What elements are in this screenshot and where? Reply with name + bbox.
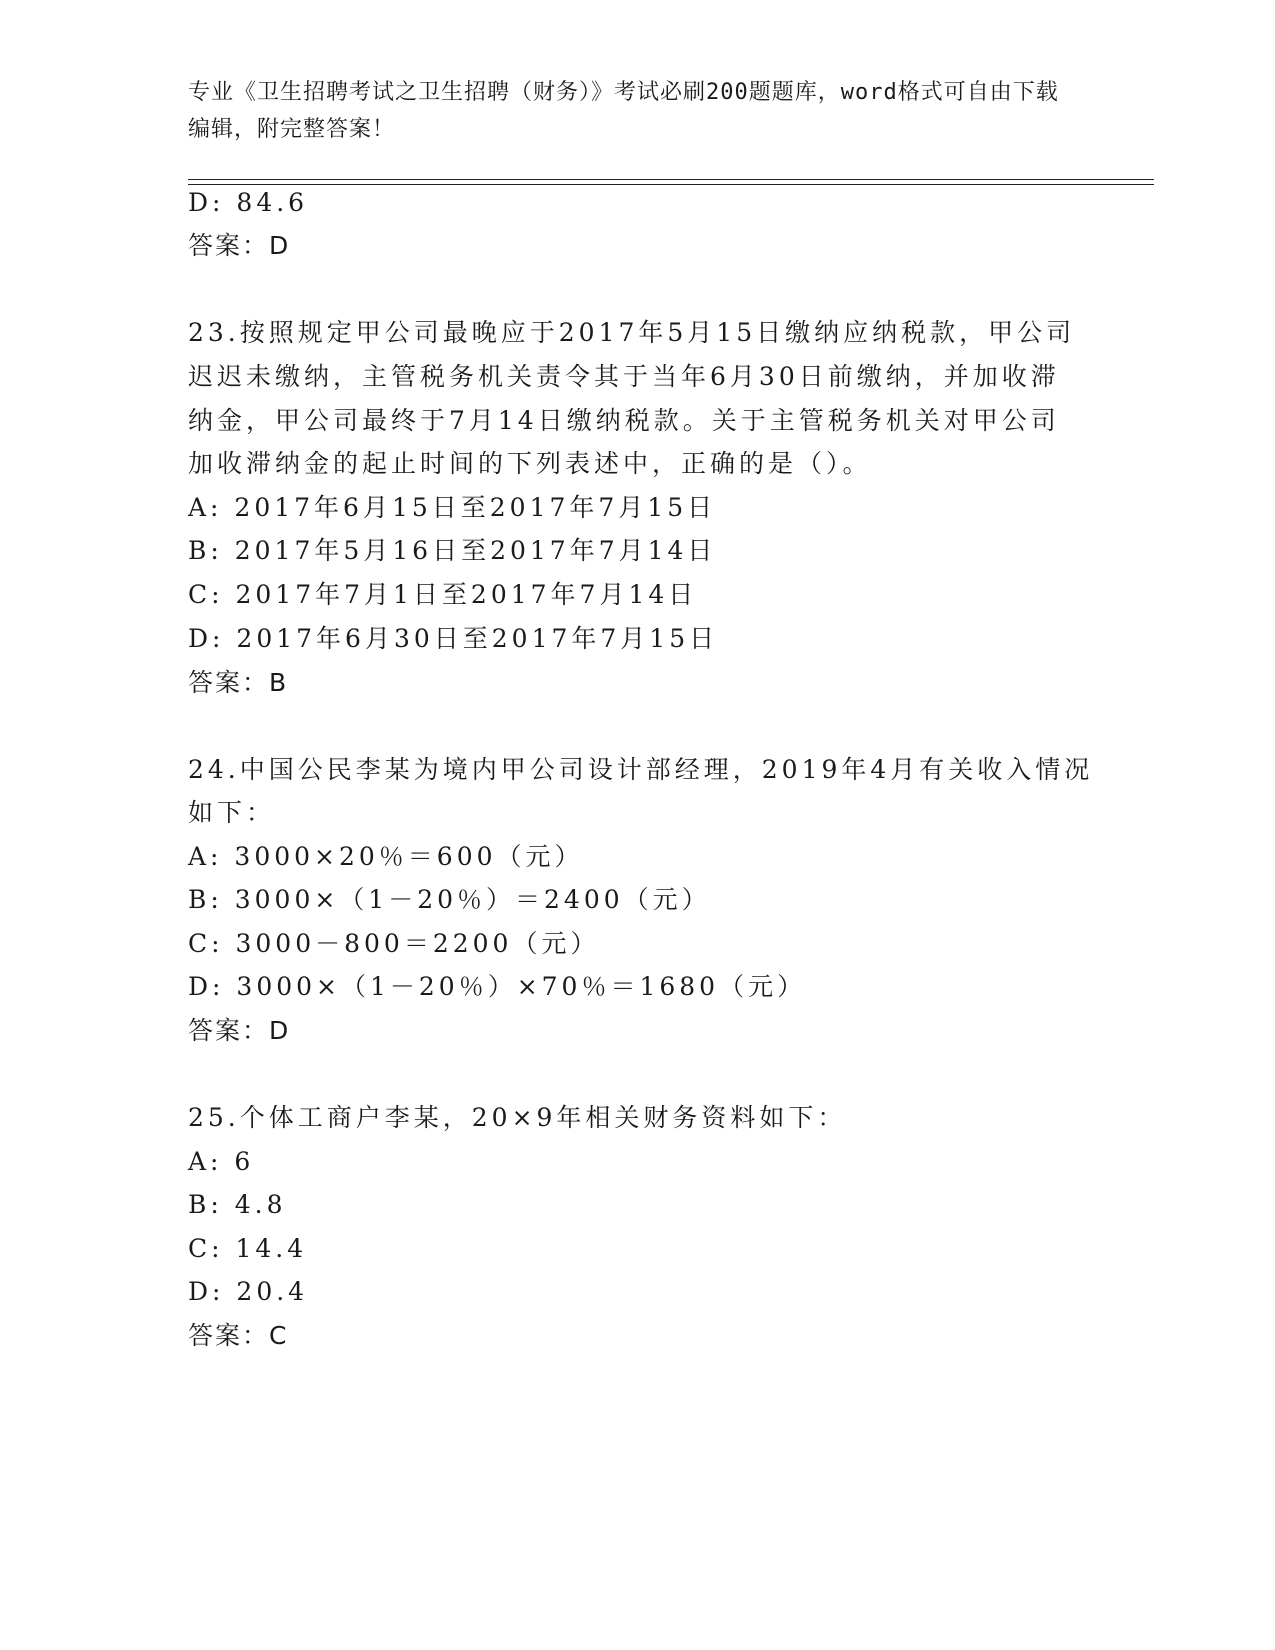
q25-option-d: D: 20.4 <box>188 1277 309 1306</box>
q23-option-d: D: 2017年6月30日至2017年7月15日 <box>188 624 719 653</box>
q24-option-b: B: 3000×（1－20％）＝2400（元） <box>188 885 711 914</box>
q24-option-d: D: 3000×（1－20％）×70％＝1680（元） <box>188 972 807 1001</box>
prev-option-d: D: 84.6 <box>188 188 309 217</box>
q24-option-a: A: 3000×20％＝600（元） <box>188 842 584 871</box>
q23-option-b: B: 2017年5月16日至2017年7月14日 <box>188 536 717 565</box>
q25-option-c: C: 14.4 <box>188 1234 308 1263</box>
q25-option-a: A: 6 <box>188 1147 255 1176</box>
q25-option-b: B: 4.8 <box>188 1190 287 1219</box>
q23-stem-line-1: 23.按照规定甲公司最晚应于2017年5月15日缴纳应纳税款，甲公司 <box>188 318 1076 347</box>
q23-answer: 答案：B <box>188 668 289 697</box>
prev-answer: 答案：D <box>188 231 291 260</box>
header-rule-top <box>188 179 1154 180</box>
q24-stem-line-2: 如下： <box>188 798 276 827</box>
q23-option-a: A: 2017年6月15日至2017年7月15日 <box>188 493 717 522</box>
q25-stem-line-1: 25.个体工商户李某，20×9年相关财务资料如下： <box>188 1103 847 1132</box>
header-rule-bottom <box>188 184 1154 185</box>
q23-option-c: C: 2017年7月1日至2017年7月14日 <box>188 580 698 609</box>
q24-option-c: C: 3000－800＝2200（元） <box>188 929 600 958</box>
q25-answer: 答案：C <box>188 1321 289 1350</box>
q23-stem-line-4: 加收滞纳金的起止时间的下列表述中，正确的是（）。 <box>188 449 872 478</box>
q24-answer: 答案：D <box>188 1016 291 1045</box>
document-header-title: 专业《卫生招聘考试之卫生招聘（财务）》考试必刷200题题库，word格式可自由下载编辑，附完整答案！ <box>188 80 1059 142</box>
q23-stem-line-3: 纳金，甲公司最终于7月14日缴纳税款。关于主管税务机关对甲公司 <box>188 406 1060 435</box>
q23-stem-line-2: 迟迟未缴纳，主管税务机关责令其于当年6月30日前缴纳，并加收滞 <box>188 362 1060 391</box>
q24-stem-line-1: 24.中国公民李某为境内甲公司设计部经理，2019年4月有关收入情况 <box>188 755 1094 784</box>
